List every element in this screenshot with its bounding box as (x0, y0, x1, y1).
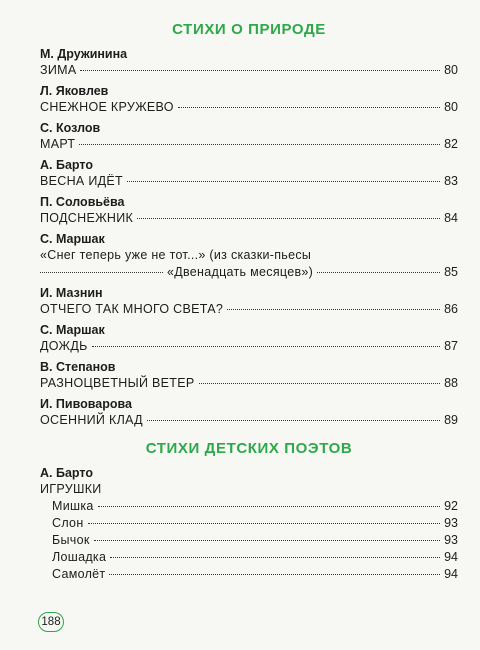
entry-page: 89 (444, 413, 458, 427)
section-title-poets: СТИХИ ДЕТСКИХ ПОЭТОВ (145, 440, 353, 457)
dot-leader (127, 181, 440, 182)
author: С. Маршак (40, 323, 105, 337)
entry-page: 93 (444, 516, 458, 530)
toc-entry (40, 301, 458, 318)
toc-entry (40, 498, 458, 515)
toc-entry (40, 566, 458, 583)
entry-title-line: «Снег теперь уже не тот...» (из сказки-пьесы (40, 248, 312, 262)
entry-page: 80 (444, 63, 458, 77)
entry-page: 93 (444, 533, 458, 547)
toc-entry (40, 338, 458, 355)
toc-entry (40, 515, 458, 532)
dot-leader (88, 523, 441, 524)
author: В. Степанов (40, 360, 116, 374)
author: А. Барто (40, 466, 93, 480)
entry-title: ВЕСНА ИДЁТ (40, 174, 123, 188)
dot-leader (98, 506, 440, 507)
entry-title: ДОЖДЬ (40, 339, 88, 353)
table-of-contents (40, 18, 458, 583)
entry-title: ЗИМА (40, 63, 77, 77)
entry-title: РАЗНОЦВЕТНЫЙ ВЕТЕР (40, 376, 195, 390)
toc-entry (40, 412, 458, 429)
dot-leader (147, 420, 440, 421)
dot-leader (110, 557, 440, 558)
toc-entry (40, 532, 458, 549)
author: П. Соловьёва (40, 195, 125, 209)
entry-title: ОТЧЕГО ТАК МНОГО СВЕТА? (40, 302, 224, 316)
author: С. Маршак (40, 232, 105, 246)
entry-title: Слон (52, 516, 84, 530)
entry-page: 83 (444, 174, 458, 188)
dot-leader (227, 309, 440, 310)
dot-leader (199, 383, 441, 384)
section-title-nature: СТИХИ О ПРИРОДЕ (172, 21, 326, 38)
entry-title: ПОДСНЕЖНИК (40, 211, 134, 225)
entry-title: Самолёт (52, 567, 106, 581)
page-number: 188 (38, 612, 64, 632)
dot-leader (79, 144, 440, 145)
toc-entry (40, 264, 458, 281)
dot-leader (94, 540, 440, 541)
dot-leader (92, 346, 440, 347)
toc-entry (40, 210, 458, 227)
entry-page: 94 (444, 550, 458, 564)
entry-title: Мишка (52, 499, 94, 513)
entry-page: 84 (444, 211, 458, 225)
author: С. Козлов (40, 121, 101, 135)
toc-entry (40, 549, 458, 566)
dot-leader (109, 574, 440, 575)
author: М. Дружинина (40, 47, 128, 61)
toc-entry (40, 99, 458, 116)
entry-page: 94 (444, 567, 458, 581)
author: И. Мазнин (40, 286, 103, 300)
author: И. Пивоварова (40, 397, 132, 411)
author: Л. Яковлев (40, 84, 109, 98)
toc-entry (40, 173, 458, 190)
author: А. Барто (40, 158, 93, 172)
entry-page: 88 (444, 376, 458, 390)
entry-title: Лошадка (52, 550, 107, 564)
dot-leader (317, 272, 440, 273)
entry-title: «Двенадцать месяцев») (166, 265, 314, 279)
toc-entry (40, 136, 458, 153)
group-title: ИГРУШКИ (40, 482, 102, 496)
entry-page: 82 (444, 137, 458, 151)
entry-page: 92 (444, 499, 458, 513)
entry-page: 87 (444, 339, 458, 353)
entry-page: 80 (444, 100, 458, 114)
entry-page: 86 (444, 302, 458, 316)
entry-title: ОСЕННИЙ КЛАД (40, 413, 143, 427)
entry-page: 85 (444, 265, 458, 279)
dot-leader (80, 70, 440, 71)
dot-leader (137, 218, 440, 219)
toc-entry (40, 375, 458, 392)
toc-entry (40, 62, 458, 79)
entry-title: МАРТ (40, 137, 76, 151)
entry-title: СНЕЖНОЕ КРУЖЕВО (40, 100, 174, 114)
entry-title: Бычок (52, 533, 90, 547)
dot-leader (40, 272, 163, 273)
dot-leader (178, 107, 440, 108)
